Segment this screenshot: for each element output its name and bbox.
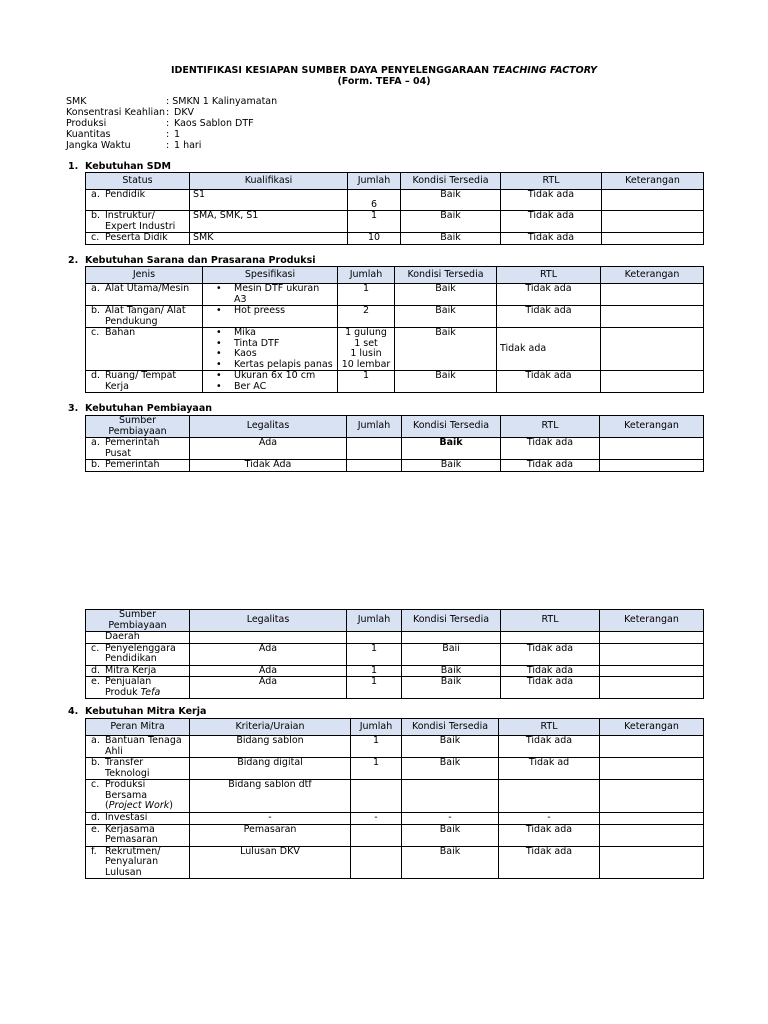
header-jumlah: Jumlah [338,267,395,284]
meta-row-produksi: Produksi : Kaos Sablon DTF [66,118,254,129]
table-header-row [86,267,704,284]
meta-row-smk: SMK : SMKN 1 Kalinyamatan [66,96,278,107]
header-keterangan: Keterangan [600,610,704,632]
table-pembiayaan-continued [85,609,704,699]
header-sumber: Sumber Pembiayaan [86,416,190,438]
header-spesifikasi: Spesifikasi [203,267,338,284]
header-kondisi: Kondisi Tersedia [402,610,501,632]
header-keterangan: Keterangan [600,416,704,438]
bullet-icon: • [216,283,222,294]
table-row: a. Alat Utama/Mesin • Mesin DTF ukuran A3 1 Baik Tidak ada [86,284,704,306]
title-line-2: (Form. TEFA – 04) [337,76,431,87]
table-row: Daerah [86,632,704,644]
header-kondisi: Kondisi Tersedia [395,267,497,284]
table-header-row [86,610,704,632]
identity-block [66,96,277,151]
header-jumlah: Jumlah [347,610,402,632]
bullet-icon: • [216,370,222,381]
header-jumlah: Jumlah [347,416,402,438]
table-row: d. Mitra Kerja Ada 1 Baik Tidak ada [86,665,704,677]
table-sarana [85,266,704,393]
header-jumlah: Jumlah [351,719,402,736]
table-pembiayaan [85,415,704,472]
table-row: b. Transfer Teknologi Bidang digital 1 Baik Tidak ad [86,758,704,780]
section-heading-sdm: 1. Kebutuhan SDM [68,161,171,172]
table-row: a. Pemerintah Pusat Ada Baik Tidak ada [86,438,704,460]
bullet-icon: • [216,327,222,338]
table-row: d. Ruang/ Tempat Kerja • Ukuran 6x 10 cm • Ber AC 1 Baik Tidak ada [86,371,704,393]
header-rtl: RTL [497,267,601,284]
header-kondisi: Kondisi Tersedia [402,416,501,438]
header-keterangan: Keterangan [601,267,704,284]
bullet-icon: • [216,305,222,316]
table-row: b. Instruktur/ Expert Industri SMA, SMK, S1 1 Baik Tidak ada [86,211,704,233]
section-heading-pembiayaan: 3. Kebutuhan Pembiayaan [68,403,213,414]
table-header-row [86,416,704,438]
header-kondisi: Kondisi Tersedia [401,173,501,190]
table-row: e. Penjualan Produk Tefa Ada 1 Baik Tidak ada [86,677,704,699]
header-kualifikasi: Kualifikasi [190,173,348,190]
header-legalitas: Legalitas [190,416,347,438]
section-heading-sarana: 2. Kebutuhan Sarana dan Prasarana Produksi [68,255,316,266]
bullet-icon: • [216,380,222,392]
table-row: c. Peserta Didik SMK 10 Baik Tidak ada [86,233,704,245]
header-keterangan: Keterangan [602,173,704,190]
header-rtl: RTL [499,719,600,736]
header-sumber: Sumber Pembiayaan [86,610,190,632]
header-jenis: Jenis [86,267,203,284]
table-row: e. Kerjasama Pemasaran Pemasaran Baik Tidak ada [86,824,704,846]
header-rtl: RTL [501,610,600,632]
table-row: c. Produksi Bersama (Project Work) Bidang sablon dtf [86,780,704,813]
table-row: c. Penyelenggara Pendidikan Ada 1 Baii Tidak ada [86,643,704,665]
header-rtl: RTL [501,173,602,190]
document-title [0,65,768,87]
table-sdm [85,172,704,245]
meta-row-konsentrasi: Konsentrasi Keahlian : DKV [66,107,195,118]
header-kondisi: Kondisi Tersedia [402,719,499,736]
bullet-icon: • [216,337,222,349]
table-header-row [86,173,704,190]
header-peran: Peran Mitra [86,719,190,736]
table-row: a. Bantuan Tenaga Ahli Bidang sablon 1 Baik Tidak ada [86,736,704,758]
header-legalitas: Legalitas [190,610,347,632]
header-jumlah: Jumlah [348,173,401,190]
bullet-icon: • [216,358,222,370]
table-mitra [85,718,704,879]
table-row: d. Investasi - - - - [86,813,704,825]
table-row: c. Bahan • Mika • Tinta DTF • Kaos • Kertas pelapis panas 1 gulung 1 set 1 lusin 10 lembar Baik Tidak ada [86,328,704,371]
header-keterangan: Keterangan [600,719,704,736]
header-kriteria: Kriteria/Uraian [190,719,351,736]
header-rtl: RTL [501,416,600,438]
bullet-icon: • [216,348,222,359]
meta-row-jangka-waktu: Jangka Waktu : 1 hari [66,140,202,151]
table-header-row [86,719,704,736]
meta-row-kuantitas: Kuantitas : 1 [66,129,181,140]
table-row: b. Alat Tangan/ Alat Pendukung • Hot preess 2 Baik Tidak ada [86,306,704,328]
title-line-1: IDENTIFIKASI KESIAPAN SUMBER DAYA PENYELENGGARAAN TEACHING FACTORY [170,65,598,76]
header-status: Status [86,173,190,190]
table-row: a. Pendidik S1 6 Baik Tidak ada [86,190,704,211]
table-row: b. Pemerintah Tidak Ada Baik Tidak ada [86,460,704,472]
section-heading-mitra: 4. Kebutuhan Mitra Kerja [68,706,207,717]
table-row: f. Rekrutmen/ Penyaluran Lulusan Lulusan DKV Baik Tidak ada [86,846,704,879]
